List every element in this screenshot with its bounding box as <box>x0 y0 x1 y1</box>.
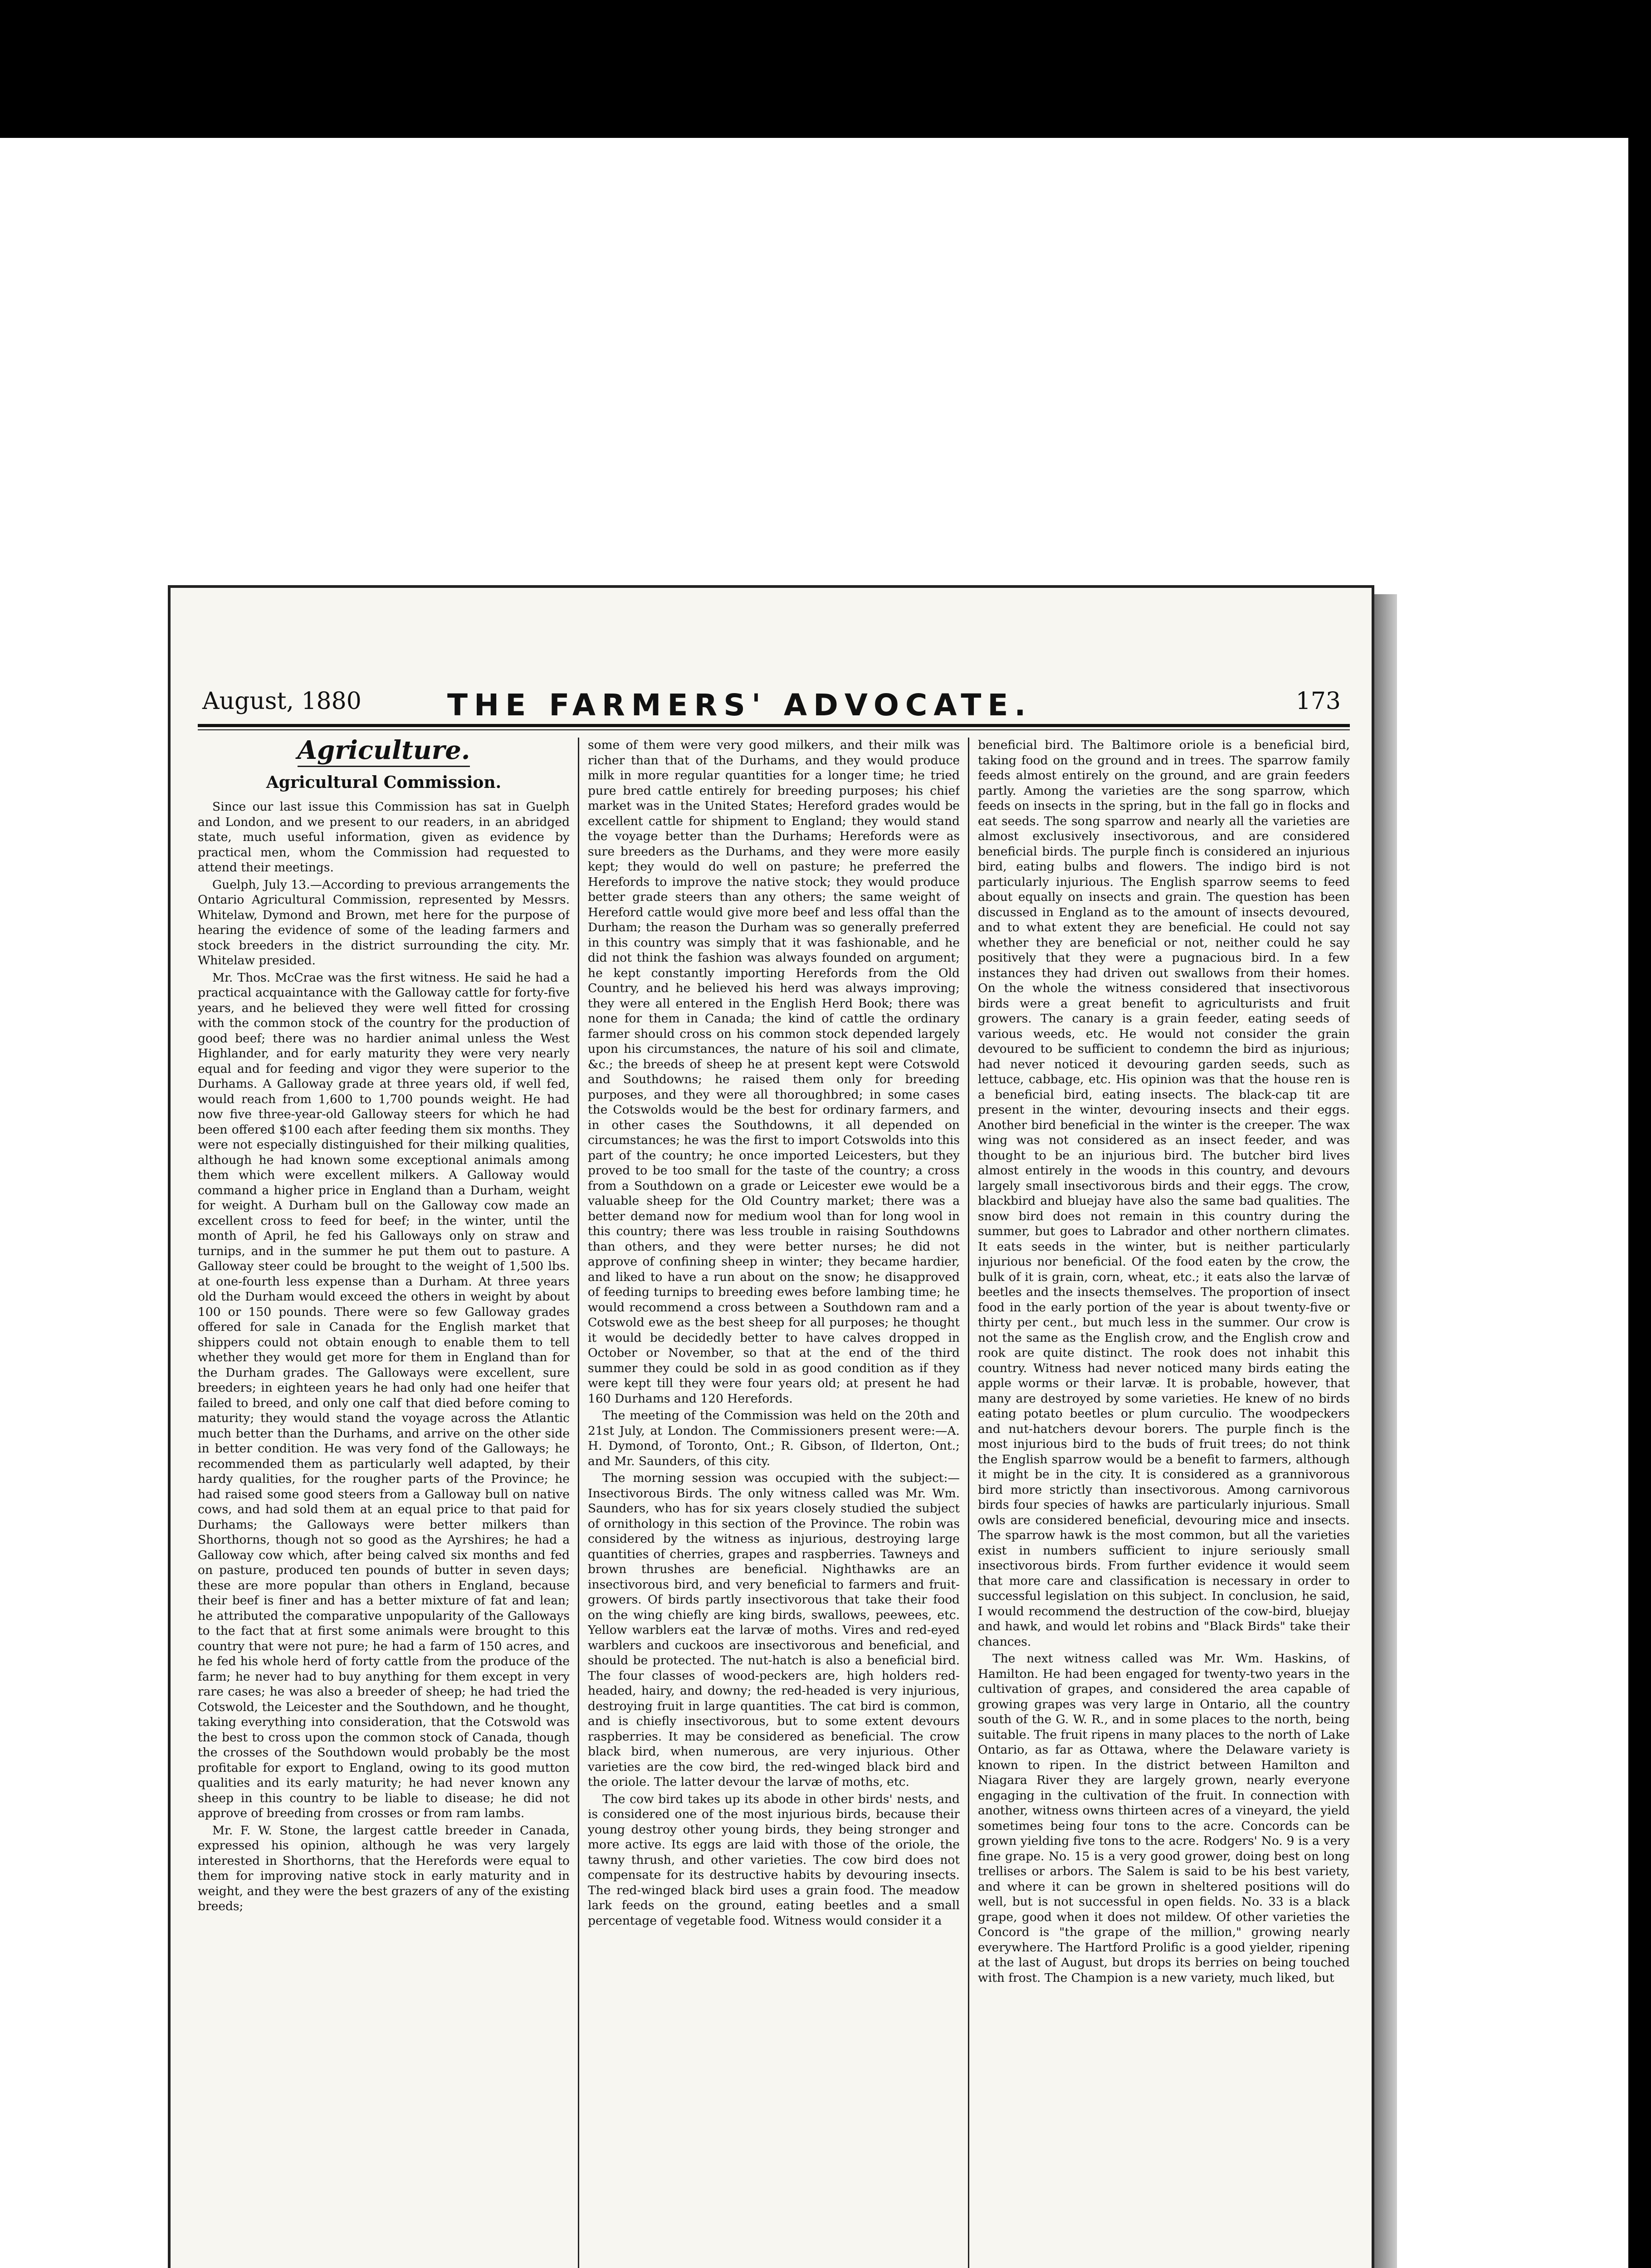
paragraph: The morning session was occupied with the subject:—Insectivorous Birds. The only witness called was Mr. Wm. Saunders, who has for six years closely studied the subject of ornithology in this section of the Province. The robin was considered by the witness as injurious, destroying large quantities of cherries, grapes and raspberries. Tawneys and brown thrushes are beneficial. Nighthawks are an insectivorous bird, and very beneficial to farmers and fruit-growers. Of birds partly insectivorous that take their food on the wing chiefly are king birds, swallows, peewees, etc. Yellow warblers eat the larvæ of moths. Vires and red-eyed warblers and cuckoos are insectivorous and beneficial, and should be protected. The nut-hatch is also a beneficial bird. The four classes of wood-peckers are, high holders red-headed, hairy, and downy; the red-headed is very injurious, destroying fruit in large quantities. The cat bird is common, and is chiefly insectivorous, but to some extent devours raspberries. It may be considered as beneficial. The crow black bird, when numerous, are very injurious. Other varieties are the cow bird, the red-winged black bird and the oriole. The latter devour the larvæ of moths, etc. <box>588 1471 960 1789</box>
section-heading: Agriculture. <box>297 738 470 765</box>
issue-date: August, 1880 <box>202 688 361 715</box>
header-rule <box>198 724 1350 727</box>
paragraph: Guelph, July 13.—According to previous arrangements the Ontario Agricultural Commission, represented by Messrs. Whitelaw, Dymond and Brown, met here for the purpose of hearing the evidence of some of the leading farmers and stock breeders in the district surrounding the city. Mr. Whitelaw presided. <box>198 877 570 968</box>
paragraph: The next witness called was Mr. Wm. Haskins, of Hamilton. He had been engaged for twenty-two years in the cultivation of grapes, and considered the area capable of growing grapes was very large in Ontario, all the country south of the G. W. R., and in some places to the north, being suitable. The fruit ripens in many places to the north of Lake Ontario, as far as Ottawa, where the Delaware variety is known to ripen. In the district between Hamilton and Niagara River they are largely grown, nearly everyone engaging in the cultivation of the fruit. In connection with another, witness owns thirteen acres of a vineyard, the yield sometimes being four tons to the acre. Concords can be grown yielding five tons to the acre. Rodgers' No. 9 is a very fine grape. No. 15 is a very good grower, doing best on long trellises or arbors. The Salem is said to be his best variety, and where it can be grown in sheltered positions will do well, but is not successful in open fields. No. 33 is a black grape, good when it does not mildew. Of other varieties the Concord is "the grape of the million," growing nearly everywhere. The Hartford Prolific is a good yielder, ripening at the last of August, but drops its berries on being touched with frost. The Champion is a new variety, much liked, but <box>978 1652 1350 1985</box>
paragraph: beneficial bird. The Baltimore oriole is a beneficial bird, taking food on the ground and in trees. The sparrow family feeds almost entirely on the ground, and are grain feeders partly. Among the varieties are the song sparrow, which feeds on insects in the spring, but in the fall go in flocks and eat seeds. The song sparrow and nearly all the varieties are almost exclusively insectivorous, and are considered beneficial birds. The purple finch is considered an injurious bird, eating bulbs and flowers. The indigo bird is not particularly injurious. The English sparrow seems to feed about equally on insects and grain. The question has been discussed in England as to the amount of insects devoured, and to what extent they are beneficial. He could not say whether they are beneficial or not, neither could he say positively that they were a pugnacious bird. In a few instances they had driven out swallows from their homes. On the whole the witness considered that insectivorous birds were a great benefit to agriculturists and fruit growers. The canary is a grain feeder, eating seeds of various weeds, etc. He would not consider the grain devoured to be sufficient to condemn the bird as injurious; had never noticed it devouring garden seeds, such as lettuce, cabbage, etc. His opinion was that the house ren is a beneficial bird, eating insects. The black-cap tit are present in the winter, devouring insects and their eggs. Another bird beneficial in the winter is the creeper. The wax wing was not considered as an insect feeder, and was thought to be an injurious bird. The butcher bird lives almost entirely in the woods in this country, and devours largely small insectivorous birds and their eggs. The crow, blackbird and bluejay have also the same bad qualities. The snow bird does not remain in this country during the summer, but goes to Labrador and other northern climates. It eats seeds in the winter, but is neither particularly injurious nor beneficial. Of the food eaten by the crow, the bulk of it is grain, corn, wheat, etc.; it eats also the larvæ of beetles and the insects themselves. The proportion of insect food in the early portion of the year is about twenty-five or thirty per cent., but much less in the summer. Our crow is not the same as the English crow, and the English crow and rook are quite distinct. The rook does not inhabit this country. Witness had never noticed many birds eating the apple worms or their larvæ. It is probable, however, that many are destroyed by some varieties. He knew of no birds eating potato beetles or plum curculio. The woodpeckers and nut-hatchers devour borers. The purple finch is the most injurious bird to the buds of fruit trees; do not think the English sparrow would be a benefit to farmers, although it might be in the city. It is considered as a grannivorous bird more strictly than insectivorous. Among carnivorous birds four species of hawks are particularly injurious. Small owls are considered beneficial, devouring mice and insects. The sparrow hawk is the most common, but all the varieties exist in numbers sufficient to injure seriously small insectivorous birds. From further evidence it would seem that more care and classification is necessary in order to successful legislation on this subject. In conclusion, he said, I would recommend the destruction of the cow-bird, bluejay and hawk, and would let robins and "Black Birds" take their chances. <box>978 738 1350 1649</box>
newspaper-page <box>168 585 1374 2268</box>
paragraph: Mr. F. W. Stone, the largest cattle breeder in Canada, expressed his opinion, although he was very largely interested in Shorthorns, that the Herefords were equal to them for improving native stock in early maturity and in weight, and they were the best grazers of any of the existing breeds; <box>198 1823 570 1913</box>
column-2 <box>588 738 960 2268</box>
article-heading: Agricultural Commission. <box>266 772 502 792</box>
page-number: 173 <box>1295 688 1341 715</box>
top-edge <box>0 136 1651 138</box>
section-rule <box>298 766 470 767</box>
paragraph: The cow bird takes up its abode in other birds' nests, and is considered one of the most injurious birds, because their young destroy other young birds, they being stronger and more active. Its eggs are laid with those of the oriole, the tawny thrush, and other varieties. The cow bird does not compensate for its destructive habits by devouring insects. The red-winged black bird uses a grain food. The meadow lark feeds on the ground, eating beetles and a small percentage of vegetable food. Witness would consider it a <box>588 1792 960 1928</box>
paragraph: The meeting of the Commission was held on the 20th and 21st July, at London. The Commissioners present were:—A. H. Dymond, of Toronto, Ont.; R. Gibson, of Ilderton, Ont.; and Mr. Saunders, of this city. <box>588 1408 960 1468</box>
header-rule-thin <box>198 729 1350 730</box>
paragraph: some of them were very good milkers, and their milk was richer than that of the Durhams, and they would produce milk in more regular quantities for a longer time; he tried pure bred cattle entirely for breeding purposes; his chief market was in the United States; Hereford grades would be excellent cattle for shipment to England; they would stand the voyage better than the Durhams; Herefords were as sure breeders as the Durhams, and they were more easily kept; they would do well on pasture; he preferred the Herefords to improve the native stock; they would produce better grade steers than any others; the same weight of Hereford cattle would give more beef and less offal than the Durham; the reason the Durham was so generally preferred in this country was simply that it was fashionable, and he did not think the fashion was always founded on argument; he kept constantly importing Herefords from the Old Country, and he believed his herd was always improving; they were all entered in the English Herd Book; there was none for them in Canada; the kind of cattle the ordinary farmer should cross on his common stock depended largely upon his circumstances, the nature of his soil and climate, &c.; the breeds of sheep he at present kept were Cotswold and Southdowns; he raised them only for breeding purposes, and they were all thoroughbred; in some cases the Cotswolds would be the best for ordinary farmers, and in other cases the Southdowns, it all depended on circumstances; he was the first to import Cotswolds into this part of the country; he once imported Leicesters, but they proved to be too small for the taste of the country; a cross from a Southdown on a grade or Leicester ewe would be a valuable sheep for the Old Country market; there was a better demand now for medium wool than for long wool in this country; there was less trouble in raising Southdowns than others, and they were better nurses; he did not approve of confining sheep in winter; they became hardier, and liked to have a run about on the snow; he disapproved of feeding turnips to breeding ewes before lambing time; he would recommend a cross between a Southdown ram and a Cotswold ewe as the best sheep for all purposes; he thought it would be decidedly better to have calves dropped in October or November, so that at the end of the third summer they could be sold in as good condition as if they were kept till they were four years old; at present he had 160 Durhams and 120 Herefords. <box>588 738 960 1406</box>
column-divider <box>578 738 579 2268</box>
column-3 <box>978 738 1350 2268</box>
paragraph: Since our last issue this Commission has sat in Guelph and London, and we present to our readers, in an abridged state, much useful information, given as evidence by practical men, whom the Commission had requested to attend their meetings. <box>198 800 570 875</box>
column-1 <box>198 738 570 2268</box>
column-divider <box>968 738 969 2268</box>
paragraph: Mr. Thos. McCrae was the first witness. He said he had a practical acquaintance with the Galloway cattle for forty-five years, and he believed they were well fitted for crossing with the common stock of the country for the production of good beef; there was no hardier animal unless the West Highlander, and for early maturity they were very nearly equal and for feeding and vigor they were superior to the Durhams. A Galloway grade at three years old, if well fed, would reach from 1,600 to 1,700 pounds weight. He had now five three-year-old Galloway steers for which he had been offered $100 each after feeding them six months. They were not especially distinguished for their milking qualities, although he had known some exceptional animals among them which were excellent milkers. A Galloway would command a higher price in England than a Durham, weight for weight. A Durham bull on the Galloway cow made an excellent cross to feed for beef; in the winter, until the month of April, he fed his Galloways only on straw and turnips, and in the summer he put them out to pasture. A Galloway steer could be brought to the weight of 1,500 lbs. at one-fourth less expense than a Durham. At three years old the Durham would exceed the others in weight by about 100 or 150 pounds. There were so few Galloway grades offered for sale in Canada for the English market that shippers could not obtain enough to enable them to tell whether they would get more for them in England than for the Durham grades. The Galloways were excellent, sure breeders; in eighteen years he had only had one heifer that failed to breed, and only one calf that died before coming to maturity; they would stand the voyage across the Atlantic much better than the Durhams, and arrive on the other side in better condition. He was very fond of the Galloways; he recommended them as particularly well adapted, by their hardy qualities, for the rougher parts of the Province; he had raised some good steers from a Galloway bull on native cows, and had sold them at an equal price to that paid for Durhams; the Galloways were better milkers than Shorthorns, though not so good as the Ayrshires; he had a Galloway cow which, after being calved six months and fed on pasture, produced ten pounds of butter in seven days; these are more popular than others in England, because their beef is finer and has a better mixture of fat and lean; he attributed the comparative unpopularity of the Galloways to the fact that at first some animals were brought to this country that were not pure; he had a farm of 150 acres, and he fed his whole herd of forty cattle from the produce of the farm; he never had to buy anything for them except in very rare cases; he was also a breeder of sheep; he had tried the Cotswold, the Leicester and the Southdown, and he thought, taking everything into consideration, that the Cotswold was the best to cross upon the common stock of Canada, though the crosses of the Southdown would probably be the most profitable for export to England, owing to its good mutton qualities and its early maturity; he had never known any sheep in this country to be liable to disease; he did not approve of breeding from crosses or from ram lambs. <box>198 970 570 1820</box>
page-edge-shadow <box>1374 594 1397 2268</box>
masthead-title: THE FARMERS' ADVOCATE. <box>447 688 1032 723</box>
